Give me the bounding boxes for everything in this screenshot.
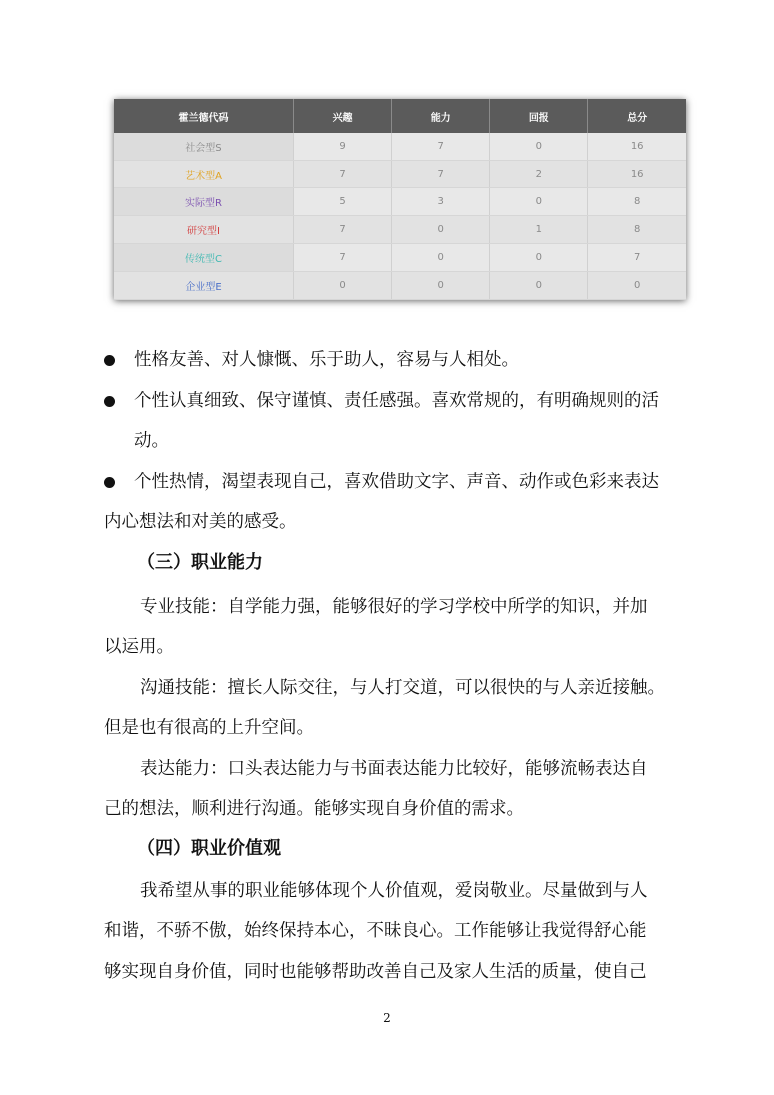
ability-cell: 0 xyxy=(392,216,490,244)
bullet-text: 性格友善、对人慷慨、乐于助人，容易与人相处。 xyxy=(134,350,519,370)
paragraph-line: 够实现自身价值，同时也能够帮助改善自己及家人生活的质量，使自己 xyxy=(104,962,647,982)
interest-cell: 7 xyxy=(294,244,392,272)
table-row xyxy=(114,160,686,188)
column-header: 能力 xyxy=(392,99,490,133)
reward-cell: 0 xyxy=(490,133,588,160)
interest-cell: 0 xyxy=(294,272,392,300)
bullet-icon xyxy=(104,396,115,407)
ability-cell: 0 xyxy=(392,244,490,272)
paragraph-line: 沟通技能：擅长人际交往，与人打交道，可以很快的与人亲近接触。 xyxy=(140,678,665,698)
section-heading: （三）职业能力 xyxy=(137,552,263,573)
total-cell: 0 xyxy=(588,272,686,300)
column-header: 总分 xyxy=(588,99,686,133)
ability-cell: 0 xyxy=(392,272,490,300)
paragraph-line: 和谐，不骄不傲，始终保持本心，不昧良心。工作能够让我觉得舒心能 xyxy=(104,921,647,941)
ability-cell: 7 xyxy=(392,160,490,188)
paragraph-line: 表达能力：口头表达能力与书面表达能力比较好，能够流畅表达自 xyxy=(140,759,648,779)
interest-cell: 7 xyxy=(294,216,392,244)
reward-cell: 0 xyxy=(490,188,588,216)
column-header: 兴趣 xyxy=(294,99,392,133)
table-row xyxy=(114,216,686,244)
paragraph-line: 我希望从事的职业能够体现个人价值观，爱岗敬业。尽量做到与人 xyxy=(140,881,648,901)
bullet-text: 个性认真细致、保守谨慎、责任感强。喜欢常规的，有明确规则的活 xyxy=(134,391,659,411)
type-cell: 企业型E xyxy=(114,272,294,300)
type-cell: 研究型I xyxy=(114,216,294,244)
ability-cell: 3 xyxy=(392,188,490,216)
bullet-icon xyxy=(104,477,115,488)
type-cell: 实际型R xyxy=(114,188,294,216)
table-row xyxy=(114,272,686,300)
ability-cell: 7 xyxy=(392,133,490,160)
bullet-icon xyxy=(104,355,115,366)
bullet-text-continued: 动。 xyxy=(134,431,169,451)
table-row xyxy=(114,133,686,160)
column-header: 回报 xyxy=(490,99,588,133)
type-cell: 传统型C xyxy=(114,244,294,272)
bullet-text: 个性热情，渴望表现自己，喜欢借助文字、声音、动作或色彩来表达 xyxy=(134,472,659,492)
bullet-text-continued: 内心想法和对美的感受。 xyxy=(104,512,297,532)
type-cell: 社会型S xyxy=(114,133,294,160)
page-number: 2 xyxy=(383,1011,391,1025)
paragraph-line: 但是也有很高的上升空间。 xyxy=(104,718,314,738)
total-cell: 8 xyxy=(588,188,686,216)
holland-code-table xyxy=(114,99,686,300)
reward-cell: 0 xyxy=(490,272,588,300)
total-cell: 16 xyxy=(588,133,686,160)
type-cell: 艺术型A xyxy=(114,160,294,188)
interest-cell: 5 xyxy=(294,188,392,216)
column-header: 霍兰德代码 xyxy=(114,99,294,133)
table-row xyxy=(114,188,686,216)
total-cell: 16 xyxy=(588,160,686,188)
interest-cell: 7 xyxy=(294,160,392,188)
holland-code-table-container xyxy=(114,99,686,300)
total-cell: 8 xyxy=(588,216,686,244)
reward-cell: 1 xyxy=(490,216,588,244)
section-heading: （四）职业价值观 xyxy=(137,838,281,859)
table-header-row xyxy=(114,99,686,133)
paragraph-line: 己的想法，顺利进行沟通。能够实现自身价值的需求。 xyxy=(104,799,524,819)
total-cell: 7 xyxy=(588,244,686,272)
reward-cell: 2 xyxy=(490,160,588,188)
paragraph-line: 以运用。 xyxy=(104,637,174,657)
paragraph-line: 专业技能：自学能力强，能够很好的学习学校中所学的知识，并加 xyxy=(140,597,648,617)
interest-cell: 9 xyxy=(294,133,392,160)
table-row xyxy=(114,244,686,272)
reward-cell: 0 xyxy=(490,244,588,272)
